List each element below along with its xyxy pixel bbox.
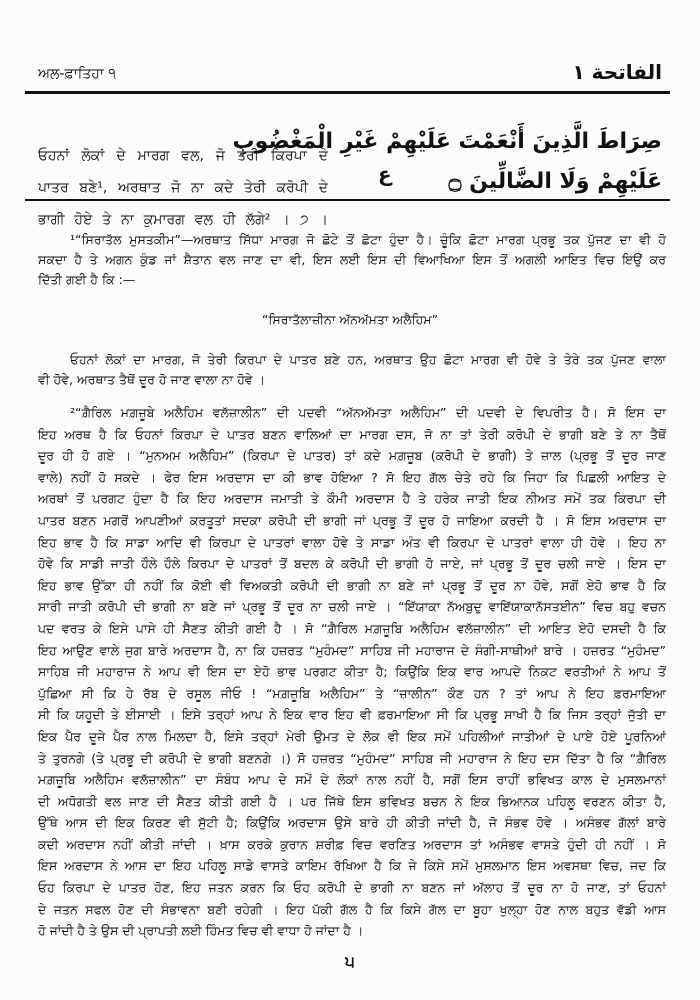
text-line: ਓਹ ਕਿਰਪਾ ਦੇ ਪਾਤਰ ਹੋਣ, ਇਹ ਜਤਨ ਕਰਨ ਕਿ ਓਹ ਕਰੋਪੀ ਦੇ ਭਾਗੀ ਨਾ ਬਣਨ ਜਾਂ ਅੱਲਾਹ ਤੋਂ ਦੂਰ ਨਾ ਹੋ ਜਾਣ, ਤਾਂ ਓਹਨਾਂ bbox=[38, 880, 666, 896]
text-line: ਦੂਰ ਹੀ ਹੋ ਗਏ । “ਮੁਨਅਮ ਅਲੈਹਿਮ” (ਕਿਰਪਾ ਦੇ ਪਾਤਰ) ਤਾਂ ਕਦੇ ਮਗ਼ਜ਼ੂਬ (ਕਰੋਪੀ ਦੇ ਭਾਗੀ) ਤੇ ਜ਼ਾਲ (ਪ੍ਰਭੂ ਤੋਂ ਦੂਰ ਜਾਣ bbox=[38, 448, 666, 464]
text-line: ਸਾਹਿਬ ਜੀ ਮਹਾਰਾਜ ਨੇ ਆਪ ਵੀ ਇਸ ਦਾ ਏਹੋ ਭਾਵ ਪਰਗਟ ਕੀਤਾ ਹੈ; ਕਿਉਂਕਿ ਇਕ ਵਾਰ ਆਪਦੇ ਨਿਕਟ ਵਰਤੀਆਂ ਨੇ ਆਪ ਤੋਂ bbox=[38, 664, 666, 680]
text-line: ਸਾਰੀ ਜਾਤੀ ਕਰੋਪੀ ਦੀ ਭਾਗੀ ਨਾ ਬਣੇ ਜਾਂ ਪ੍ਰਭੂ ਤੋਂ ਦੂਰ ਨਾ ਚਲੀ ਜਾਏ । “ਇੱਯਾਕਾ ਨੱਅਬੁਦੁ ਵਾਇੱਯਾਕਾਨੱਸਤਈਨ” ਵਿਚ ਬਹੁ ਵਚਨ bbox=[38, 599, 666, 615]
footnote-2 bbox=[38, 402, 666, 942]
verse-section-rule bbox=[25, 199, 670, 201]
translation-line: ਪਾਤਰ ਬਣੇ¹, ਅਰਥਾਤ ਜੋ ਨਾ ਕਦੇ ਤੇਰੀ ਕਰੋਪੀ ਦੇ bbox=[38, 180, 328, 196]
text-line: ਪੁੱਛਿਆ ਸੀ ਕਿ ਹੇ ਰੱਬ ਦੇ ਰਸੂਲ ਜੀਓ ! “ਮਗ਼ਜ਼ੂਬਿ ਅਲੈਹਿਮ” ਤੇ “ਜ਼ਾਲੀਨ” ਕੌਣ ਹਨ ? ਤਾਂ ਆਪ ਨੇ ਇਹ ਫ਼ਰਮਾਇਆ bbox=[38, 685, 666, 701]
text-line: ਹੋ ਜਾਂਦੀ ਹੈ ਤੇ ਉਸ ਦੀ ਪ੍ਰਾਪਤੀ ਲਈ ਹਿੰਮਤ ਵਿਚ ਵੀ ਵਾਧਾ ਹੋ ਜਾਂਦਾ ਹੈ । bbox=[38, 923, 364, 939]
text-line: ਮਗ਼ਜ਼ੂਬਿ ਅਲੈਹਿਮ ਵਲੱਜ਼ਾਲੀਨ” ਦਾ ਸੰਬੰਧ ਆਪ ਦੇ ਸਮੇਂ ਦੇ ਲੋਕਾਂ ਨਾਲ ਨਹੀਂ ਹੈ, ਸਗੋਂ ਇਸ ਰਾਹੀਂ ਭਵਿਖਤ ਕਾਲ ਦੇ ਮੁਸਲਮਾਨਾਂ bbox=[38, 772, 666, 788]
page-number: ੫ bbox=[345, 952, 355, 971]
text-line: ¹“ਸਿਰਾਤੱਲ ਮੁਸਤਕੀਮ”—ਅਰਥਾਤ ਸਿੱਧਾ ਮਾਰਗ ਜੋ ਛੋਟੇ ਤੋਂ ਛੋਟਾ ਹੁੰਦਾ ਹੈ। ਚੂੰਕਿ ਛੋਟਾ ਮਾਰਗ ਪ੍ਰਭੂ ਤਕ ਪੁੱਜਣ ਦਾ ਵੀ ਹੋ bbox=[70, 232, 666, 247]
text-line: ਇਹ ਅਰਥ ਹੈ ਕਿ ਓਹਨਾਂ ਕਿਰਪਾ ਦੇ ਪਾਤਰ ਬਣਨ ਵਾਲਿਆਂ ਦਾ ਮਾਰਗ ਦਸ, ਜੋ ਨਾ ਤਾਂ ਤੇਰੀ ਕਰੋਪੀ ਦੇ ਭਾਗੀ ਬਣੇ ਤੇ ਨਾ ਤੈਥੋਂ bbox=[38, 426, 666, 442]
text-line: ਇਹ ਆਉਣ ਵਾਲੇ ਜੁਗ ਬਾਰੇ ਅਰਦਾਸ ਹੈ, ਨਾ ਕਿ ਹਜ਼ਰਤ “ਮੁਹੰਮਦ” ਸਾਹਿਬ ਜੀ ਮਹਾਰਾਜ ਦੇ ਸੰਗੀ-ਸਾਥੀਆਂ ਬਾਰੇ । ਹਜ਼ਰਤ “ਮੁਹੰਮਦ” bbox=[38, 642, 666, 658]
text-line: ਪਾਤਰ ਬਣਨ ਮਗਰੋਂ ਆਪਣੀਆਂ ਕਰਤੂਤਾਂ ਸਦਕਾ ਕਰੋਪੀ ਦੀ ਭਾਗੀ ਜਾਂ ਪ੍ਰਭੂ ਤੋਂ ਦੂਰ ਹੋ ਜਾਇਆ ਕਰਦੀ ਹੈ । ਸੋ ਇਸ ਅਰਦਾਸ ਦਾ bbox=[38, 512, 666, 528]
text-line: ਅਰਥਾਂ ਤੋਂ ਪਰਗਟ ਹੁੰਦਾ ਹੈ ਕਿ ਇਹ ਅਰਦਾਸ ਜਮਾਤੀ ਤੇ ਕੌਮੀ ਅਰਦਾਸ ਹੈ ਤੇ ਹਰੇਕ ਜਾਤੀ ਇਕ ਨੀਅਤ ਸਮੇਂ ਤਕ ਕਿਰਪਾ ਦੀ bbox=[38, 491, 666, 507]
text-line: ਸਕਦਾ ਹੈ ਤੇ ਅਗਨ ਕੁੰਡ ਜਾਂ ਸ਼ੈਤਾਨ ਵਲ ਜਾਣ ਦਾ ਵੀ, ਇਸ ਲਈ ਇਸ ਦੀ ਵਿਆਖਿਆ ਇਸ ਤੋਂ ਅਗਲੀ ਆਇਤ ਵਿਚ ਇਉਂ ਕਰ bbox=[38, 252, 666, 267]
footnote-1 bbox=[38, 230, 666, 290]
text-line: ਹੋਵੇ ਕਿ ਸਾਡੀ ਜਾਤੀ ਹੌਲੇ ਹੌਲੇ ਕਿਰਪਾ ਦੇ ਪਾਤਰਾਂ ਤੋਂ ਬਦਲ ਕੇ ਕਰੋਪੀ ਦੀ ਭਾਗੀ ਹੋ ਜਾਏ, ਜਾਂ ਪ੍ਰਭੂ ਤੋਂ ਦੂਰ ਚਲੀ ਜਾਏ । ਇਸ ਦਾ bbox=[38, 556, 666, 572]
text-line: ਵਾਲੇ) ਨਹੀਂ ਹੋ ਸਕਦੇ । ਫੇਰ ਇਸ ਅਰਦਾਸ ਦਾ ਕੀ ਭਾਵ ਹੋਇਆ ? ਸੋ ਇਹ ਗੱਲ ਚੇਤੇ ਰਹੇ ਕਿ ਜਿਹਾ ਕਿ ਪਿਛਲੀ ਆਇਤ ਦੇ bbox=[38, 469, 666, 485]
translation-line: ਭਾਗੀ ਹੋਏ ਤੇ ਨਾ ਕੁਮਾਰਗ ਵਲ ਹੀ ਲੱਗੇ² । ੭ । bbox=[38, 212, 328, 228]
text-line: ਵੀ ਹੋਵੇ, ਅਰਥਾਤ ਤੈਥੋਂ ਦੂਰ ਹੋ ਜਾਣ ਵਾਲਾ ਨਾ ਹੋਵੇ । bbox=[38, 372, 266, 387]
running-header-arabic-title: الفاتحة ۱ bbox=[572, 60, 662, 84]
arabic-line: صِرَاطَ الَّذِينَ أَنْعَمْتَ عَلَيْهِمْ غَيْرِ الْمَغْضُوبِ bbox=[232, 129, 662, 154]
running-header-title: ਅਲ-ਫ਼ਾਤਿਹਾ ੧ bbox=[38, 66, 116, 82]
text-line: ਦਿੱਤੀ ਗਈ ਹੈ ਕਿ :— bbox=[38, 272, 136, 287]
translation-line: ਓਹਨਾਂ ਲੋਕਾਂ ਦੇ ਮਾਰਗ ਵਲ, ਜੋ ਤੇਰੀ ਕਿਰਪਾ ਦੇ bbox=[38, 148, 328, 164]
text-line: ਕਦੀ ਅਰਦਾਸ ਨਹੀਂ ਕੀਤੀ ਜਾਂਦੀ । ਖ਼ਾਸ ਕਰਕੇ ਕੁਰਾਨ ਸ਼ਰੀਫ਼ ਵਿਚ ਵਰਣਿਤ ਅਰਦਾਸ ਤਾਂ ਅਸੰਭਵ ਵਾਸਤੇ ਹੁੰਦੀ ਹੀ ਨਹੀਂ । ਸੋ bbox=[38, 836, 666, 852]
arabic-verse bbox=[232, 122, 662, 202]
text-line: ਇਹ ਭਾਵ ਉੱਕਾ ਹੀ ਨਹੀਂ ਕਿ ਕੋਈ ਵੀ ਵਿਅਕਤੀ ਕਰੋਪੀ ਦੀ ਭਾਗੀ ਨਾ ਬਣੇ ਜਾਂ ਪ੍ਰਭੂ ਤੋਂ ਦੂਰ ਨਾ ਹੋਵੇ, ਸਗੋਂ ਏਹੋ ਭਾਵ ਹੈ ਕਿ bbox=[38, 577, 666, 593]
text-line: ਤੇ ਤੁਰਨਗੇ (ਤੇ ਪ੍ਰਭੂ ਦੀ ਕਰੋਪੀ ਦੇ ਭਾਗੀ ਬਣਨਗੇ ।) ਸੋ ਹਜ਼ਰਤ “ਮੁਹੰਮਦ” ਸਾਹਿਬ ਜੀ ਮਹਾਰਾਜ ਨੇ ਇਹ ਦਸ ਦਿੱਤਾ ਹੈ ਕਿ “ਗ਼ੈਰਿਲ bbox=[38, 750, 666, 766]
text-line: ਇਹ ਭਾਵ ਹੈ ਕਿ ਸਾਡਾ ਆਦਿ ਵੀ ਕਿਰਪਾ ਦੇ ਪਾਤਰਾਂ ਵਾਲਾ ਹੋਵੇ ਤੇ ਸਾਡਾ ਅੰਤ ਵੀ ਕਿਰਪਾ ਦੇ ਪਾਤਰਾਂ ਵਾਲਾ ਹੀ ਹੋਵੇ । ਇਹ ਨਾ bbox=[38, 534, 666, 550]
text-line: ਦੇ ਜਤਨ ਸਫਲ ਹੋਣ ਦੀ ਸੰਭਾਵਨਾ ਬਣੀ ਰਹੇਗੀ । ਇਹ ਪੱਕੀ ਗੱਲ ਹੈ ਕਿ ਕਿਸੇ ਗੱਲ ਦਾ ਬੂਹਾ ਖੁਲ੍ਹਾ ਹੋਣ ਨਾਲ ਬਹੁਤ ਵੱਡੀ ਆਸ bbox=[38, 901, 666, 917]
text-line: ਉੱਥੇ ਆਸ ਦੀ ਇਕ ਕਿਰਣ ਵੀ ਸੁੱਟੀ ਹੈ; ਕਿਉਂਕਿ ਅਰਦਾਸ ਉਸੇ ਬਾਰੇ ਹੀ ਕੀਤੀ ਜਾਂਦੀ ਹੈ, ਜੋ ਸੰਭਵ ਹੋਵੇ । ਅਸੰਭਵ ਗੱਲਾਂ ਬਾਰੇ bbox=[38, 815, 666, 831]
text-line: ਇਸ ਅਰਦਾਸ ਨੇ ਆਸ ਦਾ ਇਹ ਪਹਿਲੂ ਸਾਡੇ ਵਾਸਤੇ ਕਾਇਮ ਰੱਖਿਆ ਹੈ ਕਿ ਜੇ ਕਿਸੇ ਸਮੇਂ ਮੁਸਲਮਾਨ ਇਸ ਅਵਸਥਾ ਵਿਚ, ਜਦ ਕਿ bbox=[38, 858, 666, 874]
footnote-1-paragraph bbox=[38, 350, 666, 390]
text-line: ਇਕ ਪੈਰ ਦੂਜੇ ਪੈਰ ਨਾਲ ਮਿਲਦਾ ਹੈ, ਇਸੇ ਤਰ੍ਹਾਂ ਮੇਰੀ ਉਮਤ ਦੇ ਲੋਕ ਵੀ ਇਕ ਸਮੇਂ ਪਹਿਲੀਆਂ ਜਾਤੀਆਂ ਦੇ ਪਾਏ ਹੋਏ ਪੂਰਨਿਆਂ bbox=[38, 728, 666, 744]
text-line: ਦੀ ਅਧੋਗਤੀ ਵਲ ਜਾਣ ਦੀ ਸੈਣਤ ਕੀਤੀ ਗਈ ਹੈ । ਪਰ ਜਿੱਥੇ ਇਸ ਭਵਿਖਤ ਬਚਨ ਨੇ ਇਕ ਭਿਆਨਕ ਪਹਿਲੂ ਵਰਣਨ ਕੀਤਾ ਹੈ, bbox=[38, 793, 666, 809]
text-line: ਪਦ ਵਰਤ ਕੇ ਇਸੇ ਪਾਸੇ ਹੀ ਸੈਣਤ ਕੀਤੀ ਗਈ ਹੈ । ਸੋ “ਗ਼ੈਰਿਲ ਮਗ਼ਜ਼ੂਬਿ ਅਲੈਹਿਮ ਵਲੱਜ਼ਾਲੀਨ” ਦੀ ਆਇਤ ਏਹੋ ਦਸਦੀ ਹੈ ਕਿ bbox=[38, 620, 666, 636]
text-line: ਓਹਨਾਂ ਲੋਕਾਂ ਦਾ ਮਾਰਗ, ਜੋ ਤੇਰੀ ਕਿਰਪਾ ਦੇ ਪਾਤਰ ਬਣੇ ਹਨ, ਅਰਥਾਤ ਉਹ ਛੋਟਾ ਮਾਰਗ ਵੀ ਹੋਵੇ ਤੇ ਤੇਰੇ ਤਕ ਪੁੱਜਣ ਵਾਲਾ bbox=[70, 352, 666, 367]
footnote-1-heading: “ਸਿਰਾਤੱਲਾਜ਼ੀਨਾ ਅੱਨਅੱਮਤਾ ਅਲੈਹਿਮ” bbox=[261, 312, 439, 327]
text-line: ਸੀ ਕਿ ਯਹੂਦੀ ਤੇ ਈਸਾਈ । ਇਸੇ ਤਰ੍ਹਾਂ ਆਪ ਨੇ ਇਕ ਵਾਰ ਇਹ ਵੀ ਫ਼ਰਮਾਇਆ ਸੀ ਕਿ ਪ੍ਰਭੂ ਸਾਖੀ ਹੈ ਕਿ ਜਿਸ ਤਰ੍ਹਾਂ ਜੁੱਤੀ ਦਾ bbox=[38, 707, 666, 723]
ruku-mark: ع bbox=[378, 162, 392, 186]
arabic-line: عَلَيْهِمْ وَلَا الضَّالِّينَ ۝ bbox=[448, 169, 662, 194]
header-rule bbox=[25, 91, 670, 94]
text-line: ²“ਗ਼ੈਰਿਲ ਮਗ਼ਜ਼ੂਬੇ ਅਲੈਹਿਮ ਵਲੱਜ਼ਾਲੀਨ” ਦੀ ਪਦਵੀ “ਅੱਨਅੱਮਤਾ ਅਲੈਹਿਮ” ਦੀ ਪਦਵੀ ਦੇ ਵਿਪਰੀਤ ਹੈ। ਸੋ ਇਸ ਦਾ bbox=[70, 405, 666, 420]
